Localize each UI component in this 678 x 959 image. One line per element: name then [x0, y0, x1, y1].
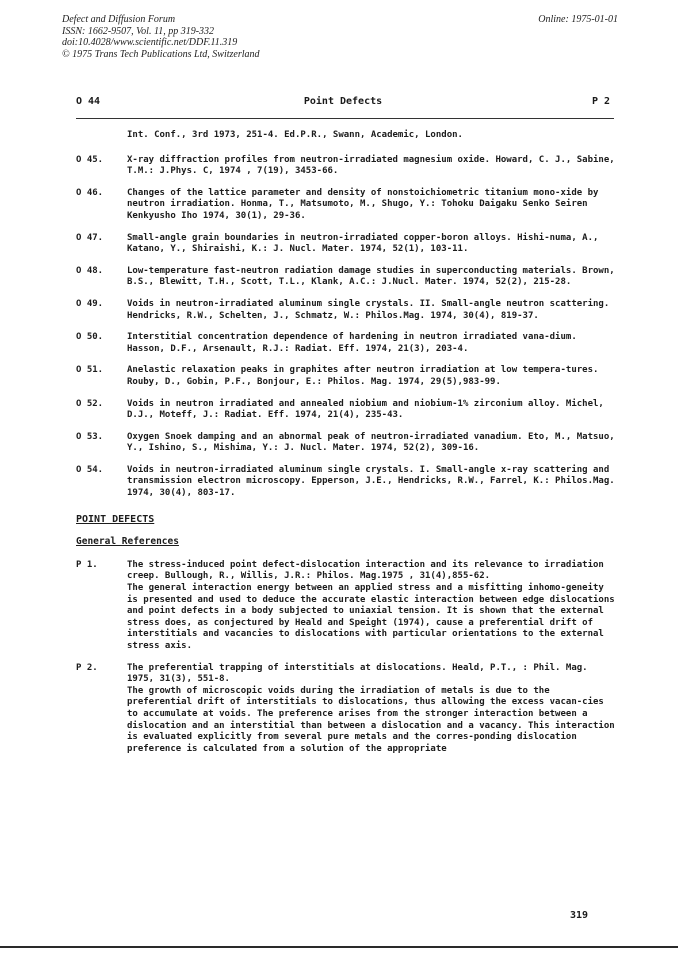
subsection-heading: General References	[76, 536, 179, 548]
reference-number: O 53.	[76, 431, 104, 442]
footer-rule	[0, 946, 678, 948]
reference-number: O 45.	[76, 154, 104, 165]
reference-number: O 54.	[76, 464, 104, 475]
reference-number: O 49.	[76, 298, 104, 309]
reference-text: Interstitial concentration dependence of hardening in neutron irradiated vana-dium. Hasson, D.F., Arsenault, R.J.: Radiat. Eff. 1974, 21(3), 203-4.	[127, 332, 577, 354]
reference-number: O 47.	[76, 232, 104, 243]
reference-entry	[76, 465, 616, 500]
online-date: Online: 1975-01-01	[538, 14, 618, 25]
reference-text: Voids in neutron-irradiated aluminum single crystals. I. Small-angle x-ray scattering and transmission electron microscopy. Epperson, J.E., Hendricks, R.W., Farrel, K.: Philos.Mag. 1974, 30(4), 803-17.	[127, 464, 615, 499]
reference-entry	[76, 266, 616, 289]
journal-name: Defect and Diffusion Forum	[62, 14, 176, 25]
reference-text: Low-temperature fast-neutron radiation damage studies in superconducting materials. Brown, B.S., Blewitt, T.H., Scott, T.L., Klank, A.C.: J.Nucl. Mater. 1974, 52(2), 215-28.	[127, 265, 615, 288]
doi-line: doi:10.4028/www.scientific.net/DDF.11.319	[62, 37, 238, 48]
reference-entry	[76, 299, 616, 322]
reference-text: Voids in neutron-irradiated aluminum single crystals. II. Small-angle neutron scattering. Hendricks, R.W., Schelten, J., Schmatz, W.: Philos.Mag. 1974, 30(4), 819-37.	[127, 298, 610, 321]
reference-entry	[76, 155, 616, 178]
reference-entry	[76, 432, 616, 455]
reference-entry	[76, 365, 616, 388]
abstract-number: P 1.	[76, 559, 98, 570]
abstract-citation: The preferential trapping of interstitials at dislocations. Heald, P.T., : Phil. Mag. 1975, 31(3), 551-8.	[127, 662, 588, 685]
section-heading: POINT DEFECTS	[76, 513, 155, 525]
publication-metadata	[62, 14, 618, 60]
running-head-right: P 2	[591, 96, 610, 107]
issn-line: ISSN: 1662-9507, Vol. 11, pp 319-332	[62, 25, 215, 37]
reference-number: O 48.	[76, 265, 104, 276]
abstract-entry	[76, 663, 616, 756]
continued-entry	[76, 130, 616, 142]
reference-entry	[76, 399, 616, 422]
reference-entry	[76, 233, 616, 256]
abstract-text: The growth of microscopic voids during the irradiation of metals is due to the preferential drift of interstitials to dislocations, thus allowing the excess vacan-cies to accumulate at voids. The preference arises from the stronger interaction between a dislocation and an interstitial than between a dislocation and a vacancy. This interaction is evaluated explicitly from several pure metals and the corres-ponding dislocation preference is calculated from a solution of the appropriate	[127, 685, 615, 754]
running-head-left: O 44	[76, 96, 101, 107]
running-head-title: Point Defects	[303, 96, 383, 107]
reference-list	[76, 130, 616, 765]
continued-text: Int. Conf., 3rd 1973, 251-4. Ed.P.R., Swann, Academic, London.	[127, 130, 463, 140]
reference-number: O 52.	[76, 398, 104, 409]
abstract-text: The general interaction energy between an applied stress and a misfitting inhomo-geneity is presented and used to deduce the accurate elastic interaction between edge dislocations and point defects in a body subjected to uniaxial tension. It is shown that the external stress does, as conjectured by Heald and Speight (1974), cause a preferential drift of interstitials and vacancies to dislocations with particular orientations to the external stress axis.	[127, 583, 615, 651]
reference-text: X-ray diffraction profiles from neutron-irradiated magnesium oxide. Howard, C. J., Sabine, T.M.: J.Phys. C, 1974 , 7(19), 3453-66.	[127, 154, 615, 177]
abstract-citation: The stress-induced point defect-dislocation interaction and its relevance to irradiation creep. Bullough, R., Willis, J.R.: Philos. Mag.1975 , 31(4),855-62.	[127, 559, 604, 582]
reference-number: O 51.	[76, 365, 104, 376]
reference-text: Oxygen Snoek damping and an abnormal peak of neutron-irradiated vanadium. Eto, M., Matsuo, Y., Ishino, S., Mishima, Y.: J. Nucl. Mater. 1974, 52(2), 309-16.	[127, 431, 615, 454]
copyright-line: © 1975 Trans Tech Publications Ltd, Switzerland	[62, 48, 260, 60]
page-number: 319	[570, 910, 589, 921]
reference-text: Small-angle grain boundaries in neutron-irradiated copper-boron alloys. Hishi-numa, A., Katano, Y., Shiraishi, K.: J. Nucl. Mater. 1974, 52(1), 103-11.	[127, 232, 599, 255]
abstract-number: P 2.	[76, 662, 98, 673]
reference-text: Voids in neutron irradiated and annealed niobium and niobium-1% zirconium alloy. Michel, D.J., Moteff, J.: Radiat. Eff. 1974, 21(4), 235-43.	[127, 398, 604, 421]
reference-entry	[76, 332, 616, 355]
reference-text: Changes of the lattice parameter and density of nonstoichiometric titanium mono-xide by neutron irradiation. Honma, T., Matsumoto, M., Shugo, Y.: Tohoku Daigaku Senko Seiren Kenkyusho Iho 1974, 30(1), 29-36.	[127, 187, 599, 221]
reference-text: Anelastic relaxation peaks in graphites after neutron irradiation at low tempera-tures. Rouby, D., Gobin, P.F., Bonjour, E.: Philos. Mag. 1974, 29(5),983-99.	[127, 365, 599, 387]
abstract-entry	[76, 560, 616, 653]
reference-number: O 50.	[76, 332, 104, 343]
header-rule	[76, 118, 614, 119]
reference-number: O 46.	[76, 187, 104, 198]
reference-entry	[76, 188, 616, 223]
